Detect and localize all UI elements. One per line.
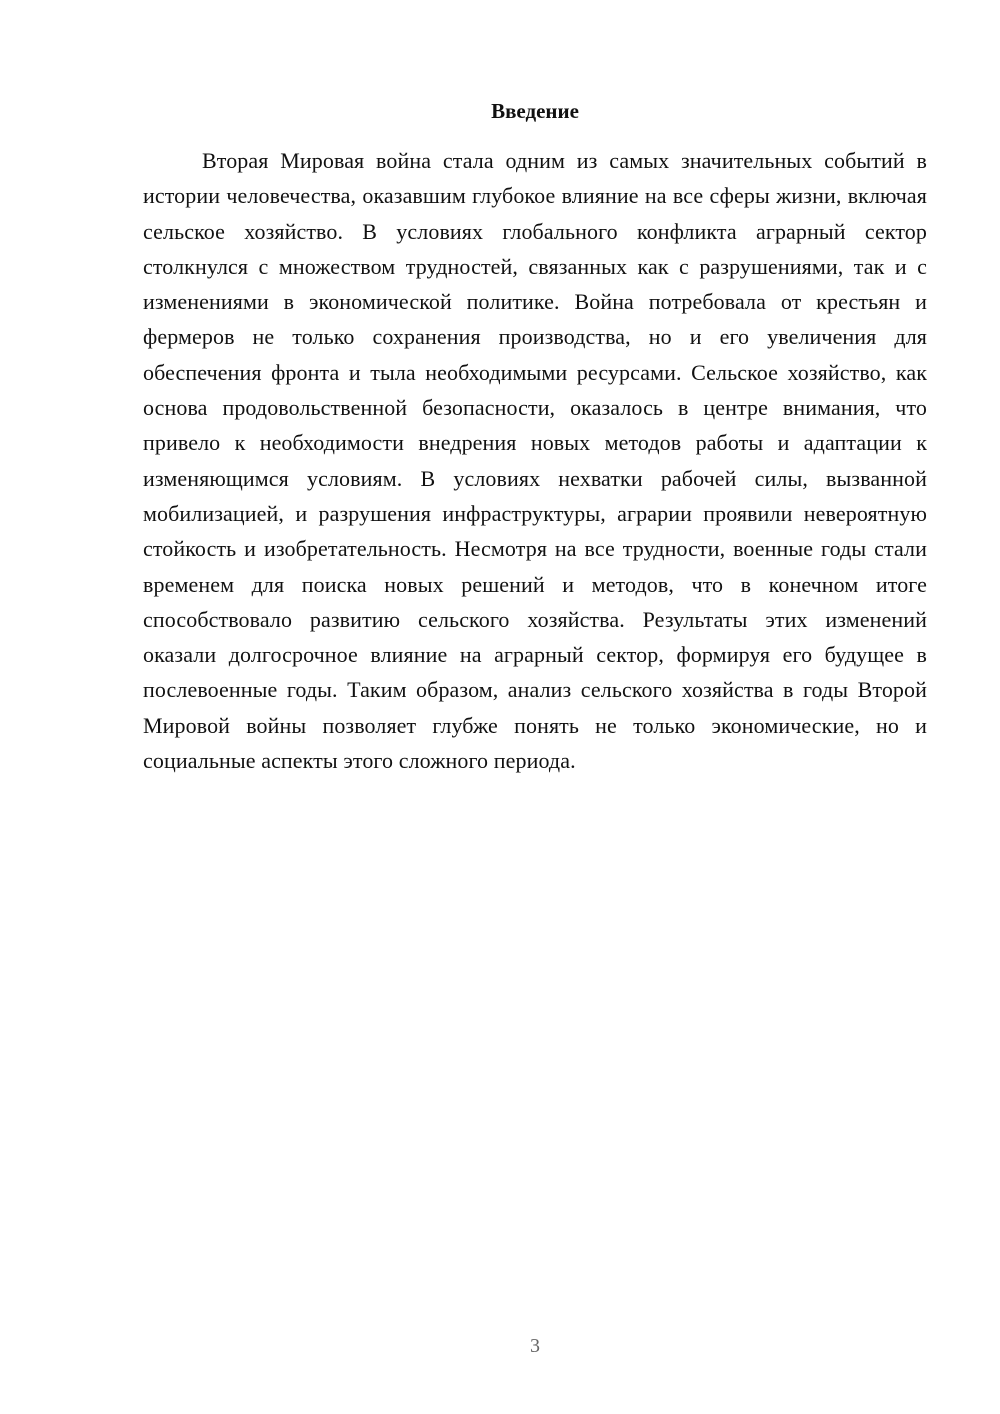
page-title: Введение (491, 99, 579, 123)
page-number: 3 (530, 1335, 540, 1357)
intro-paragraph: Вторая Мировая война стала одним из самых значительных событий в истории человечества, оказавшим глубокое влияние на все сферы жизни, включая сельское хозяйство. В условиях глобального конфликта аграрный сектор столкнулся с множеством трудностей, связанных как с разрушениями, так и с изменениями в экономической политике. Война потребовала от крестьян и фермеров не только сохранения производства, но и его увеличения для обеспечения фронта и тыла необходимыми ресурсами. Сельское хозяйство, как основа продовольственной безопасности, оказалось в центре внимания, что привело к необходимости внедрения новых методов работы и адаптации к изменяющимся условиям. В условиях нехватки рабочей силы, вызванной мобилизацией, и разрушения инфраструктуры, аграрии проявили невероятную стойкость и изобретательность. Несмотря на все трудности, военные годы стали временем для поиска новых решений и методов, что в конечном итоге способствовало развитию сельского хозяйства. Результаты этих изменений оказали долгосрочное влияние на аграрный сектор, формируя его будущее в послевоенные годы. Таким образом, анализ сельского хозяйства в годы Второй Мировой войны позволяет глубже понять не только экономические, но и социальные аспекты этого сложного периода. (143, 148, 927, 774)
